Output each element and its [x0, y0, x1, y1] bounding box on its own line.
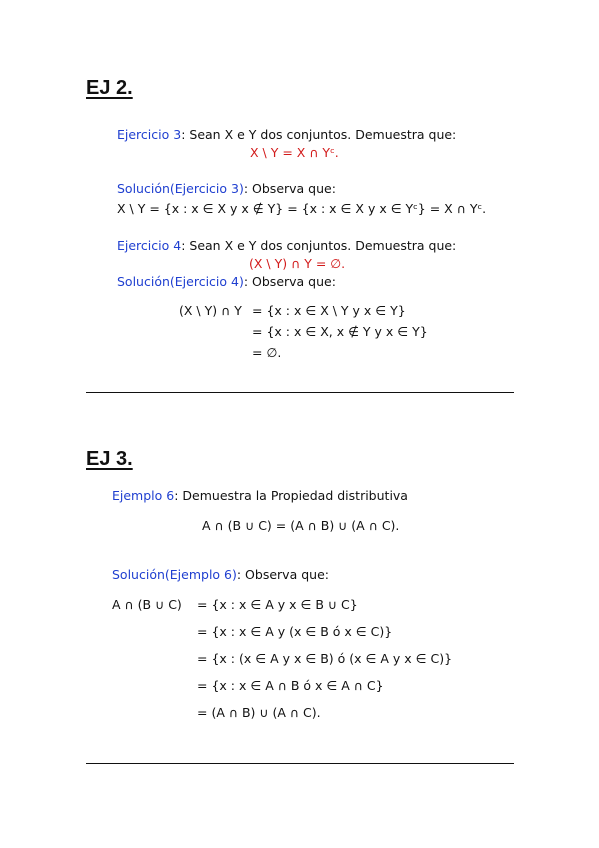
solution-3-intro	[117, 181, 336, 196]
exercise-3-text: : Sean X e Y dos conjuntos. Demuestra que:	[181, 127, 457, 142]
solution-4-label: Solución(Ejercicio 4)	[117, 274, 244, 289]
solution-4-line1-lhs: (X \ Y) ∩ Y	[179, 303, 242, 318]
section-heading-ej3: EJ 3.	[86, 448, 133, 470]
solution-4-text: : Observa que:	[243, 274, 336, 289]
example-6-statement	[112, 488, 408, 503]
solution-4-line2: = {x : x ∈ X, x ∉ Y y x ∈ Y}	[252, 324, 428, 339]
solution-6-line2: = {x : x ∈ A y (x ∈ B ó x ∈ C)}	[197, 624, 393, 639]
solution-3-text: : Observa que:	[243, 181, 336, 196]
solution-3-label: Solución(Ejercicio 3)	[117, 181, 244, 196]
solution-6-text: : Observa que:	[236, 567, 329, 582]
exercise-4-text: : Sean X e Y dos conjuntos. Demuestra que:	[181, 238, 457, 253]
solution-6-line1-lhs: A ∩ (B ∪ C)	[112, 597, 182, 612]
solution-6-intro	[112, 567, 329, 582]
section-divider-1	[86, 392, 514, 393]
solution-6-line3: = {x : (x ∈ A y x ∈ B) ó (x ∈ A y x ∈ C)}	[197, 651, 453, 666]
exercise-3-label: Ejercicio 3	[117, 127, 182, 142]
solution-4-line1-rhs: = {x : x ∈ X \ Y y x ∈ Y}	[252, 303, 406, 318]
exercise-3-statement	[117, 127, 456, 142]
solution-6-label: Solución(Ejemplo 6)	[112, 567, 237, 582]
exercise-3-formula: X \ Y = X ∩ Yᶜ.	[250, 145, 339, 160]
solution-3-formula: X \ Y = {x : x ∈ X y x ∉ Y} = {x : x ∈ X y x ∈ Yᶜ} = X ∩ Yᶜ.	[117, 201, 487, 216]
solution-6-line1-rhs: = {x : x ∈ A y x ∈ B ∪ C}	[197, 597, 358, 612]
solution-6-line5: = (A ∩ B) ∪ (A ∩ C).	[197, 705, 321, 720]
section-heading-ej2: EJ 2.	[86, 77, 133, 99]
example-6-label: Ejemplo 6	[112, 488, 175, 503]
example-6-text: : Demuestra la Propiedad distributiva	[174, 488, 408, 503]
solution-4-intro	[117, 274, 336, 289]
solution-4-line3: = ∅.	[252, 345, 282, 360]
solution-6-line4: = {x : x ∈ A ∩ B ó x ∈ A ∩ C}	[197, 678, 384, 693]
exercise-4-label: Ejercicio 4	[117, 238, 182, 253]
exercise-4-formula: (X \ Y) ∩ Y = ∅.	[249, 256, 346, 271]
example-6-formula: A ∩ (B ∪ C) = (A ∩ B) ∪ (A ∩ C).	[202, 518, 400, 533]
exercise-4-statement	[117, 238, 456, 253]
section-divider-2	[86, 763, 514, 764]
